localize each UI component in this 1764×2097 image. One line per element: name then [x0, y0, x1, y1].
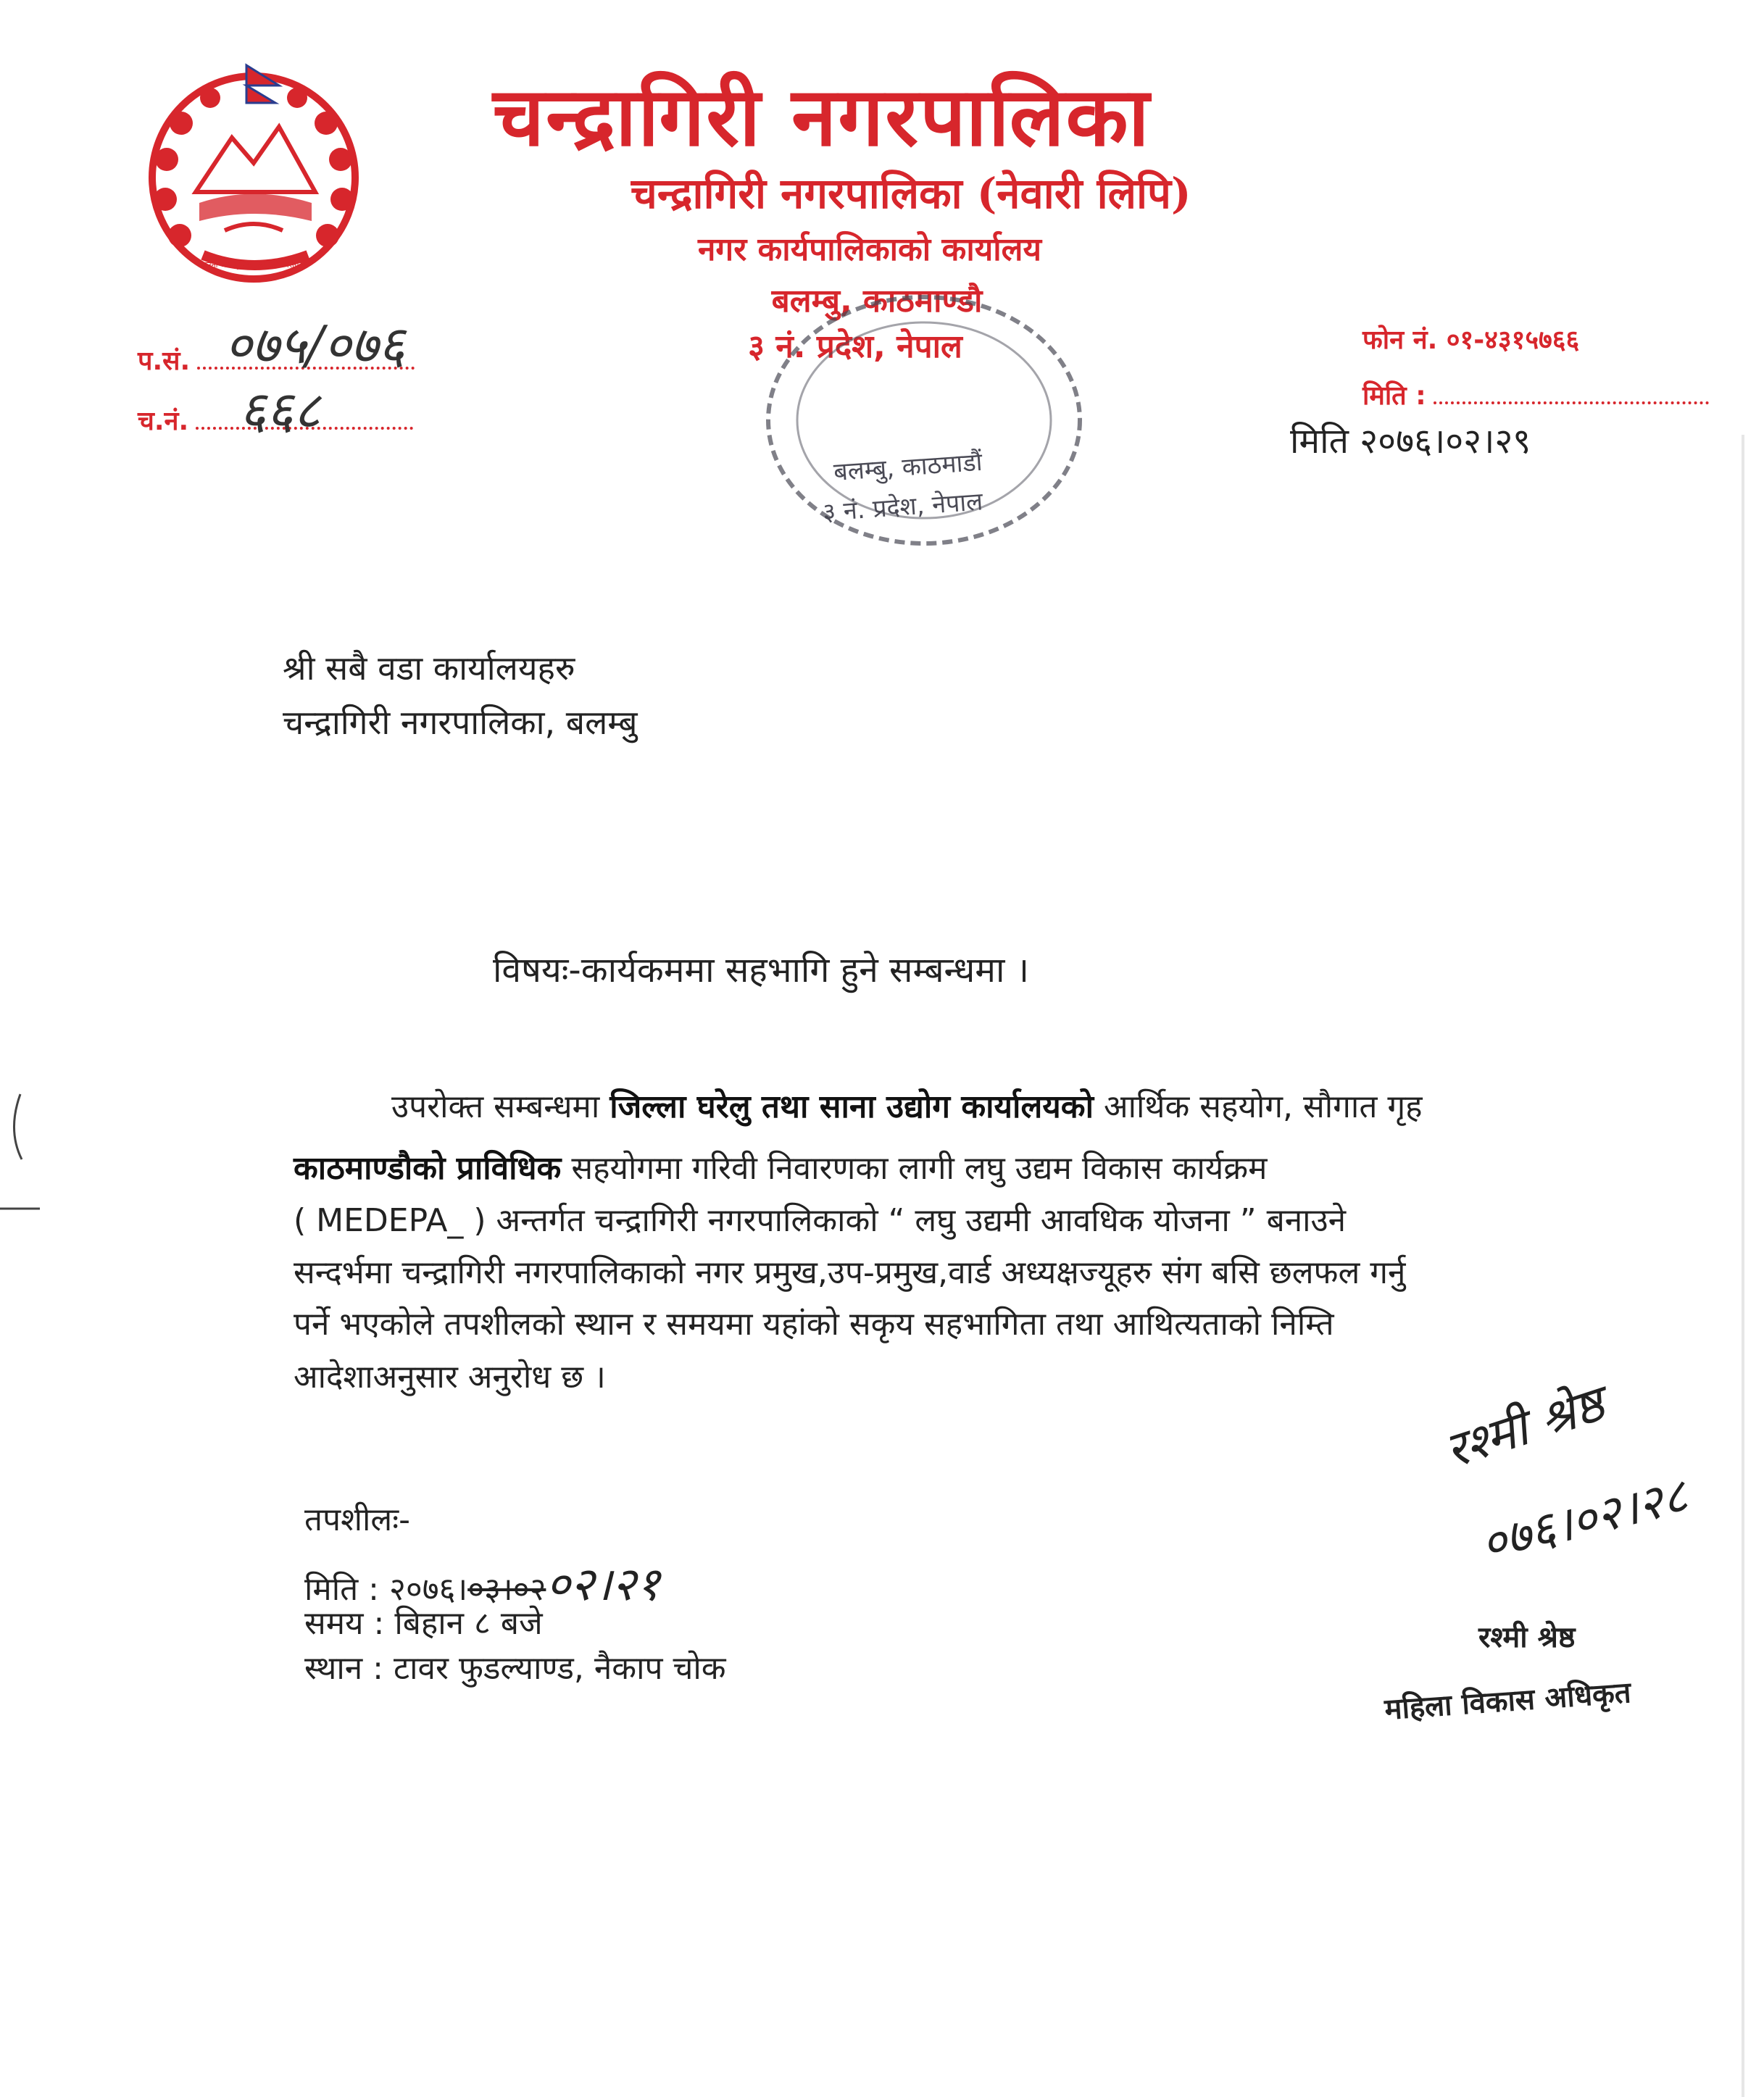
- body-line-1-post: आर्थिक सहयोग, सौगात गृह: [1094, 1088, 1423, 1125]
- body-line-4: सन्दर्भमा चन्द्रागिरी नगरपालिकाको नगर प्रमुख,उप-प्रमुख,वार्ड अध्यक्षज्यूहरु संग बसि छलफल गर्नु: [294, 1254, 1406, 1291]
- details-place: स्थान : टावर फुडल्याण्ड, नैकाप चोक: [304, 1650, 726, 1687]
- body-line-1-pre: उपरोक्त सम्बन्धमा: [391, 1088, 610, 1125]
- body-line-6: आदेशाअनुसार अनुरोध छ ।: [294, 1359, 606, 1396]
- office-stamp: [754, 286, 1094, 554]
- signer-name: रश्मी श्रेष्ठ: [1478, 1621, 1576, 1654]
- body-line-2: [294, 1145, 1671, 1188]
- stamp-line-1: बलम्बु, काठमाडौं: [832, 447, 983, 488]
- office-address: बलम्बु, काठमाण्डौ: [771, 283, 983, 320]
- body-line-1: [391, 1083, 1764, 1127]
- details-time: समय : बिहान ८ बजे: [304, 1605, 543, 1642]
- cn-handwritten-value: ६६८: [239, 380, 321, 441]
- details-date-label: मिति : २०७६।: [304, 1571, 468, 1608]
- handwritten-signature: [1413, 1362, 1747, 1580]
- letter-date: मिति २०७६।०२।२९: [1290, 421, 1531, 462]
- office-province: ३ नं. प्रदेश, नेपाल: [748, 328, 962, 365]
- phone-number: फोन नं. ०१-४३१५७६६: [1362, 325, 1580, 355]
- municipality-subtitle-script: चन्द्रागिरी नगरपालिका (नेवारी लिपि): [631, 169, 1191, 218]
- cn-label: च.नं.: [138, 407, 189, 436]
- signature-handwritten-date: ०७६।०२।२८: [1475, 1467, 1693, 1572]
- emblem-motto: जननी जन्मभूमिश्च स्वर्गादपि गरीयसी: [201, 260, 307, 270]
- date-dotted-line: [1434, 397, 1709, 404]
- body-line-2-bold: काठमाण्डौको प्राविधिक: [294, 1150, 562, 1187]
- letter-subject: विषयः-कार्यकममा सहभागि हुने सम्बन्धमा ।: [493, 950, 1029, 991]
- body-line-5: पर्ने भएकोले तपशीलको स्थान र समयमा यहांको सकृय सहभागिता तथा आथित्यताको निम्ति: [294, 1306, 1334, 1343]
- municipality-title: चन्द्रागिरी नगरपालिका: [493, 70, 1151, 164]
- ps-label: प.सं.: [138, 346, 191, 376]
- body-line-3: ( MEDEPA_ ) अन्तर्गत चन्द्रागिरी नगरपालिकाको “ लघु उद्यमी आवधिक योजना ” बनाउने: [294, 1202, 1347, 1239]
- body-line-1-bold: जिल्ला घरेलु तथा साना उद्योग कार्यालयको: [610, 1088, 1094, 1125]
- date-label-row: [1362, 377, 1709, 412]
- ps-handwritten-value: ०७५/०७६: [225, 314, 405, 375]
- signer-title: महिला विकास अधिकृत: [1383, 1676, 1632, 1727]
- details-date-struck: ०३।०२: [467, 1571, 546, 1608]
- details-heading: तपशीलः-: [304, 1501, 410, 1538]
- body-line-2-post: सहयोगमा गरिवी निवारणका लागी लघु उद्यम विकास कार्यक्रम: [561, 1150, 1268, 1187]
- stamp-line-2: ३ नं. प्रदेश, नेपाल: [822, 487, 984, 528]
- office-name: नगर कार्यपालिकाको कार्यालय: [698, 231, 1041, 268]
- signature-handwritten-name: रश्मी श्रेष्ठ: [1438, 1375, 1611, 1480]
- addressee-line-1: श्री सबै वडा कार्यालयहरु: [283, 649, 575, 688]
- date-label: मिति :: [1362, 381, 1426, 411]
- addressee-line-2: चन्द्रागिरी नगरपालिका, बलम्बु: [283, 703, 638, 742]
- details-date-handwritten: ०२।२१: [546, 1558, 660, 1612]
